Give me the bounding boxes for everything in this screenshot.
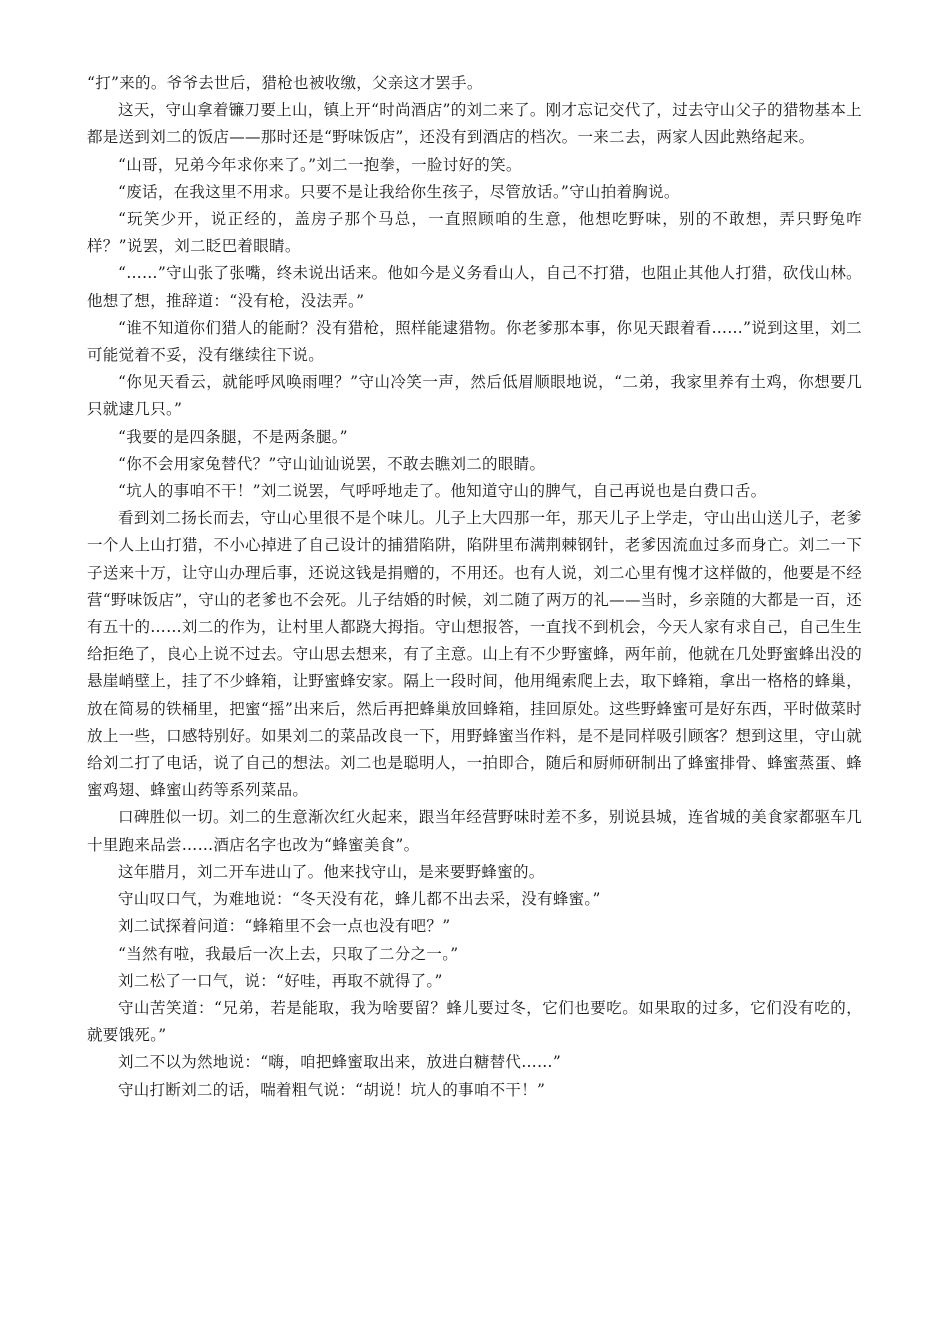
- paragraph-4: “废话，在我这里不用求。只要不是让我给你生孩子，尽管放话。”守山拍着胸说。: [118, 182, 680, 201]
- paragraph-1: “打”来的。爷爷去世后，猎枪也被收缴，父亲这才罢手。: [87, 74, 483, 92]
- paragraph-16: 刘二试探着问道：“蜂箱里不会一点也没有吧？”: [118, 917, 451, 936]
- document-page: [87, 70, 862, 1104]
- paragraph-18: 刘二松了一口气，说：“好哇，再取不就得了。”: [118, 971, 443, 990]
- paragraph-21: 守山打断刘二的话，喘着粗气说：“胡说！坑人的事咱不干！”: [118, 1080, 546, 1099]
- paragraph-12: 看到刘二扬长而去，守山心里很不是个味儿。儿子上大四那一年，那天儿子上学走，守山出山送儿子，老爹一个人上山打猎，不小心掉进了自己设计的捕猎陷阱，陷阱里布满荆棘钢针，老爹因流血过多而身亡。刘二一下子送来十万，让守山办理后事，还说这钱是捐赠的，不用还。也有人说，刘二心里有愧才这样做的，他要是不经营“野味饭店”，守山的老爹也不会死。儿子结婚的时候，刘二随了两万的礼——当时，乡亲随的大都是一百，还有五十的……刘二的作为，让村里人都跷大拇指。守山想报答，一直找不到机会，今天人家有求自己，自己生生给拒绝了，良心上说不过去。守山思去想来，有了主意。山上有不少野蜜蜂，两年前，他就在几处野蜜蜂出没的悬崖峭壁上，挂了不少蜂箱，让野蜜蜂安家。隔上一段时间，他用绳索爬上去，取下蜂箱，拿出一格格的蜂巢，放在简易的铁桶里，把蜜“摇”出来后，然后再把蜂巢放回蜂箱，挂回原处。这些野蜂蜜可是好东西，平时做菜时放上一些，口感特别好。如果刘二的菜品改良一下，用野蜂蜜当作料，是不是同样吸引顾客？想到这里，守山就给刘二打了电话，说了自己的想法。刘二也是聪明人，一拍即合，随后和厨师研制出了蜂蜜排骨、蜂蜜蒸蛋、蜂蜜鸡翅、蜂蜜山药等系列菜品。: [87, 509, 862, 800]
- paragraph-2: 这天，守山拿着镰刀要上山，镇上开“时尚酒店”的刘二来了。刚才忘记交代了，过去守山父子的猎物基本上都是送到刘二的饭店——那时还是“野味饭店”，还没有到酒店的档次。一来二去，两家人因此熟络起来。: [87, 101, 862, 147]
- paragraph-15: 守山叹口气，为难地说：“冬天没有花，蜂儿都不出去采，没有蜂蜜。”: [118, 890, 601, 909]
- paragraph-11: “坑人的事咱不干！”刘二说罢，气呼呼地走了。他知道守山的脾气，自己再说也是白费口舌。: [118, 482, 767, 501]
- paragraph-20: 刘二不以为然地说：“嗨，咱把蜂蜜取出来，放进白糖替代……”: [118, 1053, 562, 1072]
- paragraph-8: “你见天看云，就能呼风唤雨哩？”守山冷笑一声，然后低眉顺眼地说，“二弟，我家里养有土鸡，你想要几只就逮几只。”: [87, 373, 862, 419]
- paragraph-6: “……”守山张了张嘴，终未说出话来。他如今是义务看山人，自己不打猎，也阻止其他人打猎，砍伐山林。他想了想，推辞道：“没有枪，没法弄。”: [87, 264, 862, 310]
- paragraph-5: “玩笑少开，说正经的，盖房子那个马总，一直照顾咱的生意，他想吃野味，别的不敢想，弄只野兔咋样？”说罢，刘二眨巴着眼睛。: [87, 210, 862, 256]
- paragraph-3: “山哥，兄弟今年求你来了。”刘二一抱拳，一脸讨好的笑。: [118, 155, 522, 174]
- paragraph-19: 守山苦笑道：“兄弟，若是能取，我为啥要留？蜂儿要过冬，它们也要吃。如果取的过多，它们没有吃的，就要饿死。”: [87, 998, 862, 1045]
- paragraph-13: 口碑胜似一切。刘二的生意渐次红火起来，跟当年经营野味时差不多，别说县城，连省城的美食家都驱车几十里跑来品尝……酒店名字也改为“蜂蜜美食”。: [87, 808, 862, 854]
- paragraph-10: “你不会用家兔替代？”守山讪讪说罢，不敢去瞧刘二的眼睛。: [118, 454, 546, 473]
- paragraph-14: 这年腊月，刘二开车进山了。他来找守山，是来要野蜂蜜的。: [118, 862, 545, 881]
- paragraph-7: “谁不知道你们猎人的能耐？没有猎枪，照样能逮猎物。你老爹那本事，你见天跟着看……”说到这里，刘二可能觉着不妥，没有继续往下说。: [87, 318, 862, 365]
- paragraph-9: “我要的是四条腿，不是两条腿。”: [118, 427, 348, 446]
- paragraph-17: “当然有啦，我最后一次上去，只取了二分之一。”: [118, 944, 459, 963]
